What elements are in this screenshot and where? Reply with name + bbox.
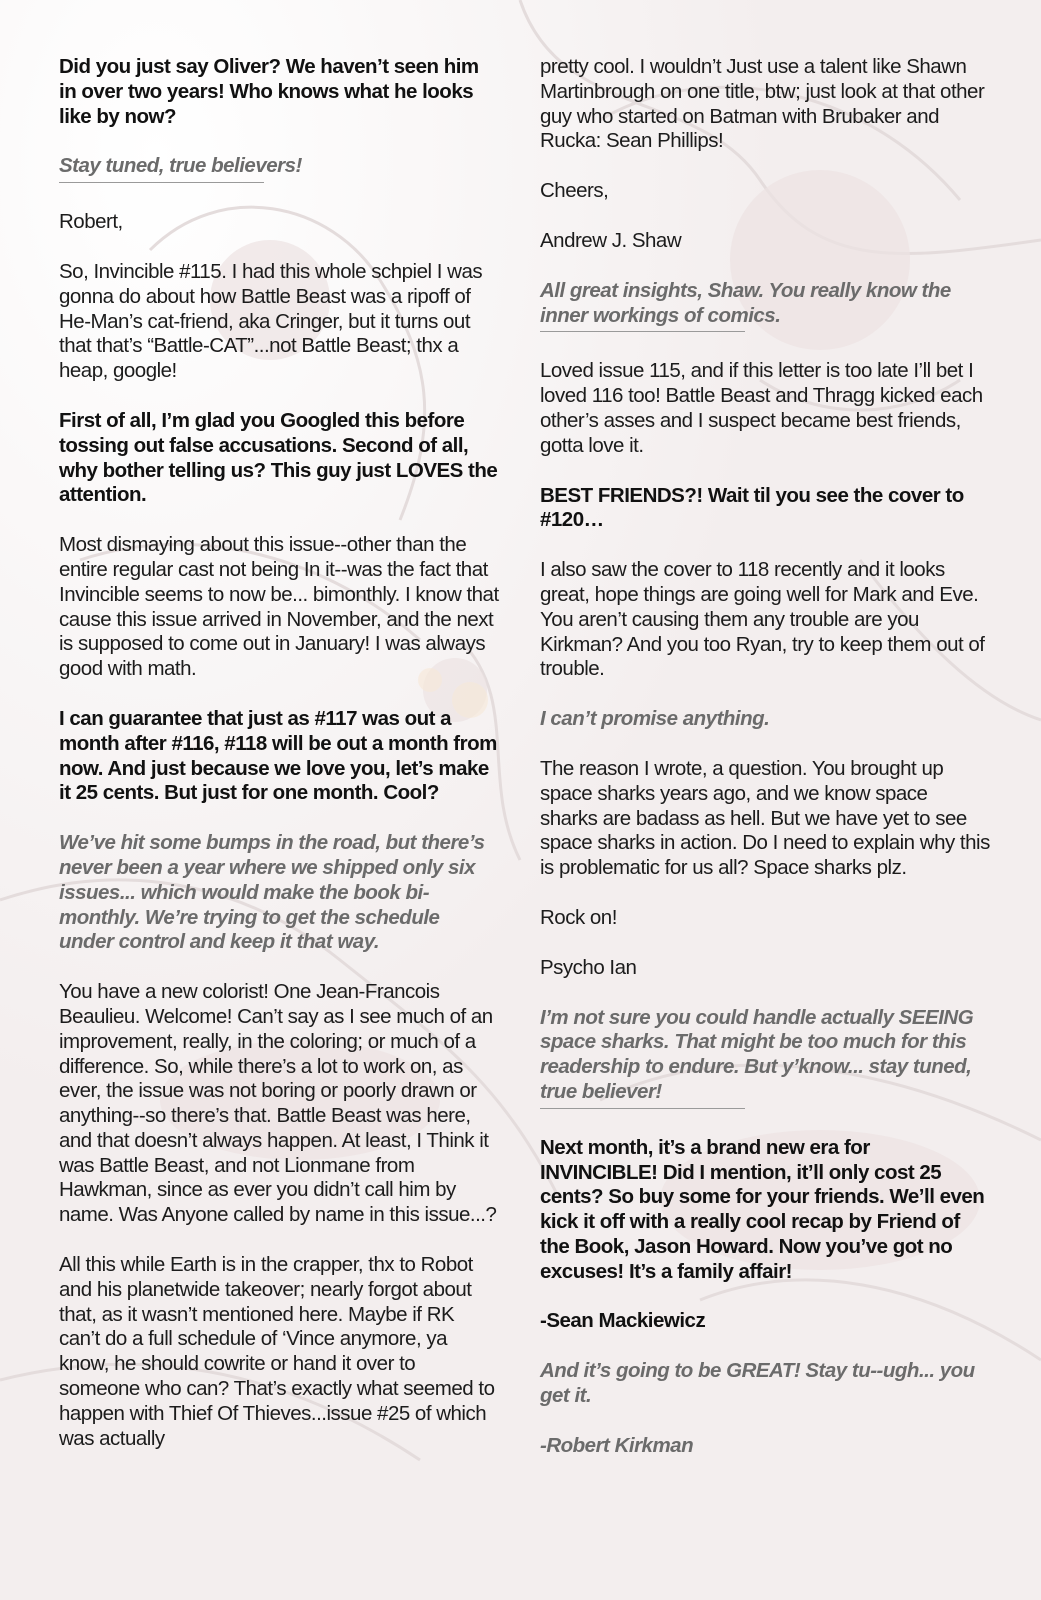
editor-note-paragraph: And it’s going to be GREAT! Stay tu--ugh... you get it. [540, 1359, 975, 1408]
editor-reply-paragraph: Did you just say Oliver? We haven’t seen him in over two years! Who knows what he looks like by now? [59, 55, 479, 128]
editor-reply-paragraph: Next month, it’s a brand new era for INVINCIBLE! Did I mention, it’ll only cost 25 cents? So buy some for your friends. We’ll even kick it off with a really cool recap by Friend of the Book, Jason Howard. Now you’ve got no excuses! It’s a family affair! [540, 1135, 985, 1283]
reader-letter-paragraph: So, Invincible #115. I had this whole schpiel I was gonna do about how Battle Beast was a ripoff of He-Man’s cat-friend, aka Cringer, but it turns out that that’s “Battle-CAT”...not Battle Beast; thx a heap, google! [59, 259, 483, 383]
right-column [540, 55, 990, 1484]
editor-reply-paragraph: -Sean Mackiewicz [540, 1309, 706, 1333]
reader-letter-paragraph: Psycho Ian [540, 955, 637, 979]
reader-letter-paragraph: Loved issue 115, and if this letter is too late I’ll bet I loved 116 too! Battle Beast and Thragg kicked each other’s asses and I suspect became best friends, gotta love it. [540, 359, 983, 457]
section-divider [540, 1108, 745, 1109]
editor-reply-paragraph: BEST FRIENDS?! Wait til you see the cover to #120… [540, 483, 964, 532]
editor-note-paragraph: I can’t promise anything. [540, 707, 770, 731]
reader-letter-paragraph: Cheers, [540, 179, 609, 203]
reader-letter-paragraph: pretty cool. I wouldn’t Just use a talent like Shawn Martinbrough on one title, btw; just look at that other guy who started on Batman with Brubaker and Rucka: Sean Phillips! [540, 55, 985, 153]
reader-letter-paragraph: Robert, [59, 210, 123, 234]
reader-letter-paragraph: The reason I wrote, a question. You brought up space sharks years ago, and we know space sharks are badass as hell. But we have yet to see space sharks in action. Do I need to explain why this is problematic for us all? Space sharks plz. [540, 756, 990, 880]
editor-reply-paragraph: First of all, I’m glad you Googled this before tossing out false accusations. Second of all, why bother telling us? This guy just LOVES the attention. [59, 408, 498, 507]
reader-letter-paragraph: I also saw the cover to 118 recently and it looks great, hope things are going well for Mark and Eve. You aren’t causing them any trouble are you Kirkman? And you too Ryan, try to keep them out of trouble. [540, 558, 985, 681]
editor-reply-paragraph: I can guarantee that just as #117 was out a month after #116, #118 will be out a month from now. And just because we love you, let’s make it 25 cents. But just for one month. Cool? [59, 706, 497, 805]
section-divider [59, 182, 264, 183]
reader-letter-paragraph: Most dismaying about this issue--other than the entire regular cast not being In it--was the fact that Invincible seems to now be... bimonthly. I know that cause this issue arrived in November, and the next is supposed to come out in January! I was always good with math. [59, 533, 499, 681]
editor-note-paragraph: I’m not sure you could handle actually SEEING space sharks. That might be too much for this readership to endure. But y’know... stay tuned, true believer! [540, 1005, 974, 1103]
editor-note-paragraph: All great insights, Shaw. You really know the inner workings of comics. [540, 278, 951, 327]
reader-letter-paragraph: Andrew J. Shaw [540, 228, 682, 252]
reader-letter-paragraph: Rock on! [540, 905, 617, 929]
editor-note-paragraph: We’ve hit some bumps in the road, but there’s never been a year where we shipped only six issues... which would make the book bi-monthly. We’re trying to get the schedule under control and keep it that way. [59, 831, 485, 954]
editor-note-paragraph: -Robert Kirkman [540, 1433, 694, 1457]
left-column [59, 55, 499, 1476]
editor-note-paragraph: Stay tuned, true believers! [59, 154, 302, 178]
reader-letter-paragraph: All this while Earth is in the crapper, thx to Robot and his planetwide takeover; nearly forgot about that, as it wasn’t mentioned here. Maybe if RK can’t do a full schedule of ‘Vince anymore, ya know, he should cowrite or hand it over to someone who can? That’s exactly what seemed to happen with Thief Of Thieves...issue #25 of which was actually [59, 1253, 495, 1450]
reader-letter-paragraph: You have a new colorist! One Jean-Francois Beaulieu. Welcome! Can’t say as I see much of an improvement, really, in the coloring; or much of a difference. So, while there’s a lot to work on, as ever, the issue was not boring or poorly drawn or anything--so there’s that. Battle Beast was here, and that doesn’t always happen. At least, I Think it was Battle Beast, and not Lionmane from Hawkman, since as ever you didn’t call him by name. Was Anyone called by name in this issue...? [59, 980, 497, 1227]
section-divider [540, 331, 745, 332]
